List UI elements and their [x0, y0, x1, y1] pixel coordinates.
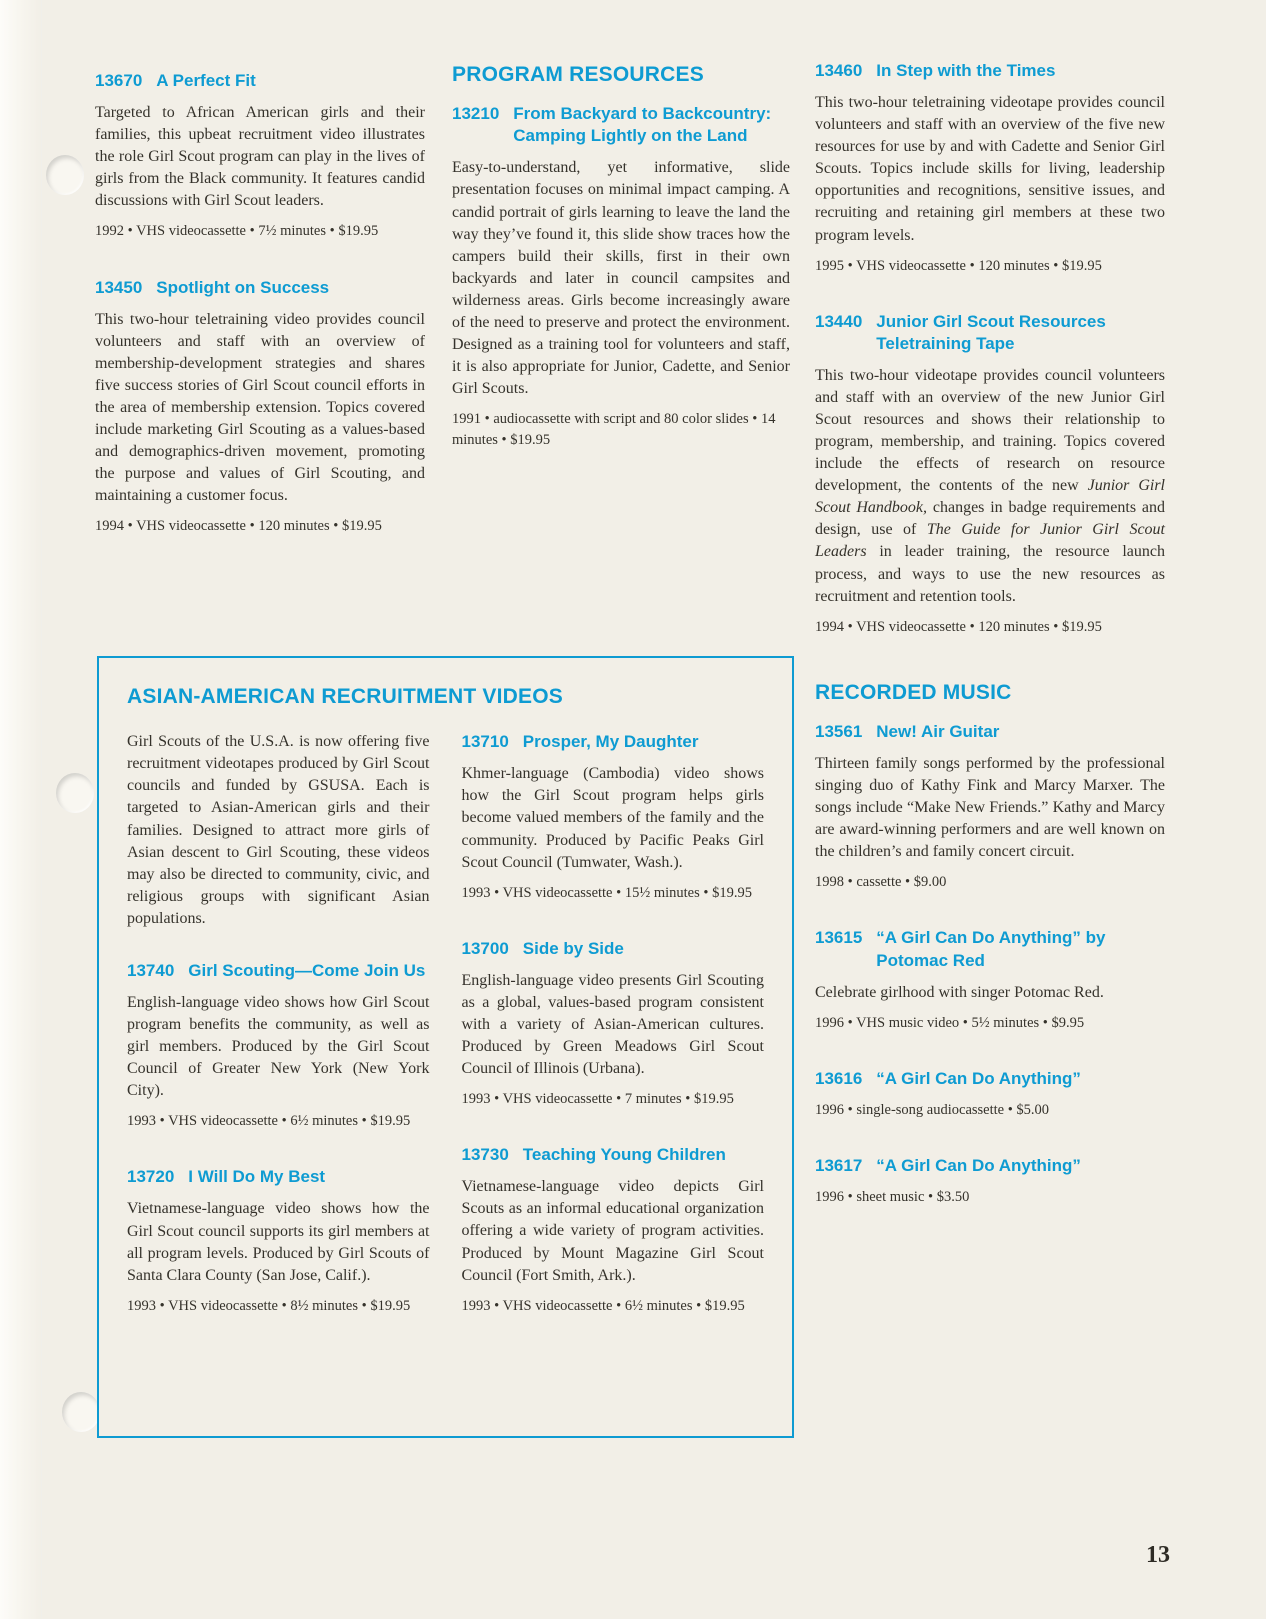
entry-description: Vietnamese-language video depicts Girl Scouts as an informal educational organization offering a wide variety of program activities. Produced by Mount Magazine Girl Scout Council (Fort Smith, Ark.). [461, 1178, 764, 1284]
catalog-entry-13615 [815, 927, 1165, 1033]
catalog-entry-13210 [452, 103, 790, 451]
entry-heading [815, 311, 1165, 355]
entry-title: Girl Scouting—Come Join Us [188, 960, 426, 980]
entry-title: Prosper, My Daughter [522, 732, 699, 752]
catalog-entry-13710 [462, 731, 765, 904]
entry-meta: 1994 • VHS videocassette • 120 minutes • $19.95 [815, 618, 1102, 635]
hole-punch [56, 773, 94, 813]
entry-heading [815, 721, 1165, 743]
entry-code: 13730 [461, 1145, 509, 1165]
entry-code: 13700 [461, 938, 509, 958]
entry-meta: 1992 • VHS videocassette • 7½ minutes • $19.95 [95, 223, 379, 240]
entry-title: Teaching Young Children [522, 1145, 726, 1165]
entry-description: This two-hour teletraining videotape provides council volunteers and staff with an overview of the five new resources for use by and with Cadette and Senior Girl Scouts. Topics include skills for living, leadership opportunities and recognitions, sensitive issues, and recruiting and retaining girl members at these two program levels. [815, 94, 1165, 244]
entry-title: Side by Side [522, 938, 624, 958]
entry-heading [95, 70, 425, 92]
catalog-entry-13670 [95, 70, 425, 243]
page-number: 13 [1146, 1542, 1170, 1568]
entry-title: From Backyard to Backcountry: Camping Lightly on the Land [513, 104, 772, 146]
right-column [815, 60, 1165, 1242]
entry-code: 13615 [815, 928, 863, 948]
entry-heading [815, 1155, 1165, 1177]
section-heading-asian-american-videos: ASIAN-AMERICAN RECRUITMENT VIDEOS [127, 685, 563, 708]
entry-code: 13561 [815, 721, 863, 741]
catalog-entry-13460 [815, 60, 1165, 277]
entry-description: Celebrate girlhood with singer Potomac Red. [815, 983, 1104, 1001]
left-column [95, 70, 425, 571]
entry-code: 13670 [95, 71, 143, 90]
entry-title: Junior Girl Scout Resources Teletraining Tape [876, 311, 1106, 353]
catalog-entry-13700 [462, 938, 765, 1111]
entry-heading [127, 960, 430, 982]
entry-description: Vietnamese-language video shows how the Girl Scout council supports its girl members at all program levels. Produced by Girl Scouts of Santa Clara County (San Jose, Calif.). [127, 1200, 430, 1284]
page-edge-shading [0, 0, 42, 1619]
catalog-entry-13730 [462, 1144, 765, 1317]
box-right-column [462, 731, 765, 1351]
entry-description: Thirteen family songs performed by the professional singing duo of Kathy Fink and Marcy Marxer. The songs include “Make New Friends.” Kathy and Marcy are award-winning performers and are well known on the children’s and family concert circuit. [815, 755, 1165, 861]
entry-heading [95, 277, 425, 299]
box-columns [127, 731, 764, 1351]
entry-meta: 1991 • audiocassette with script and 80 color slides • 14 minutes • $19.95 [452, 411, 776, 449]
catalog-entry-13440 [815, 311, 1165, 638]
entry-heading [815, 1068, 1165, 1090]
entry-heading [462, 938, 765, 960]
entry-code: 13210 [452, 104, 500, 124]
entry-meta: 1994 • VHS videocassette • 120 minutes • $19.95 [95, 518, 382, 535]
catalog-entry-13450 [95, 277, 425, 538]
catalog-entry-13617 [815, 1155, 1165, 1208]
entry-code: 13710 [461, 732, 509, 752]
entry-heading [462, 731, 765, 753]
catalog-entry-13616 [815, 1068, 1165, 1121]
entry-title: I Will Do My Best [188, 1167, 326, 1187]
entry-description: This two-hour videotape provides council volunteers and staff with an overview of the new Junior Girl Scout resources and shows their relationship to program, membership, and training. Topics covered include the effects of research on resource development, the contents of the new Junior Girl Scout Handbook, changes in badge requirements and design, use of The Guide for Junior Girl Scout Leaders in leader training, the resource launch process, and ways to use the new resources as recruitment and retention tools. [815, 366, 1166, 605]
section-heading-recorded-music: RECORDED MUSIC [815, 680, 1012, 704]
entry-heading [462, 1144, 765, 1166]
catalog-entry-13740 [127, 960, 430, 1133]
entry-meta: 1996 • single-song audiocassette • $5.00 [815, 1101, 1050, 1118]
entry-title: Spotlight on Success [156, 277, 330, 297]
entry-title: “A Girl Can Do Anything” [876, 1068, 1081, 1088]
entry-meta: 1993 • VHS videocassette • 15½ minutes • $19.95 [461, 884, 752, 901]
entry-code: 13720 [127, 1167, 175, 1187]
entry-heading [815, 927, 1165, 971]
entry-description: This two-hour teletraining video provides council volunteers and staff with an overview of membership-development strategies and shares five success stories of Girl Scout council efforts in the area of membership extension. Topics covered include marketing Girl Scouting as a values-based and demographics-driven movement, promoting the purpose and values of Girl Scouting, and maintaining a customer focus. [95, 310, 425, 505]
hole-punch [62, 1392, 100, 1432]
entry-meta: 1998 • cassette • $9.00 [815, 874, 947, 891]
entry-code: 13740 [127, 960, 175, 980]
entry-description: English-language video shows how Girl Scout program benefits the community, as well as girl members. Produced by the Girl Scout Council of Greater New York (New York City). [127, 993, 430, 1100]
entry-heading [452, 103, 790, 147]
recruitment-videos-box [97, 656, 794, 1438]
entry-meta: 1996 • VHS music video • 5½ minutes • $9.95 [815, 1014, 1085, 1031]
entry-title: A Perfect Fit [156, 71, 256, 90]
section-heading-program-resources: PROGRAM RESOURCES [452, 63, 704, 86]
entry-title: New! Air Guitar [876, 721, 1000, 741]
entry-title: “A Girl Can Do Anything” [876, 1155, 1081, 1175]
entry-title: In Step with the Times [876, 61, 1056, 80]
entry-code: 13460 [815, 61, 863, 80]
entry-code: 13450 [95, 277, 143, 297]
entry-meta: 1996 • sheet music • $3.50 [815, 1188, 970, 1205]
entry-code: 13440 [815, 311, 863, 331]
entry-meta: 1993 • VHS videocassette • 6½ minutes • $19.95 [127, 1113, 411, 1130]
entry-heading [815, 60, 1165, 82]
middle-column [452, 62, 790, 485]
entry-meta: 1993 • VHS videocassette • 7 minutes • $19.95 [461, 1091, 734, 1108]
entry-code: 13617 [815, 1155, 863, 1175]
entry-heading [127, 1166, 430, 1188]
catalog-entry-13561 [815, 721, 1165, 894]
catalog-entry-13720 [127, 1166, 430, 1316]
entry-meta: 1993 • VHS videocassette • 8½ minutes • $19.95 [127, 1297, 411, 1314]
entry-description: Targeted to African American girls and their families, this upbeat recruitment video illustrates the role Girl Scout program can play in the lives of girls from the Black community. It features candid discussions with Girl Scout leaders. [95, 104, 425, 210]
box-intro-paragraph: Girl Scouts of the U.S.A. is now offering five recruitment videotapes produced by Girl Scout councils and funded by GSUSA. Each is targeted to Asian-American girls and their families. Designed to attract more girls of Asian descent to Girl Scouting, these videos may also be directed to community, civic, and religious groups with significant Asian populations. [127, 733, 430, 927]
recorded-music-section [815, 680, 1165, 705]
box-left-column [127, 731, 430, 1351]
hole-punch [46, 155, 84, 195]
entry-description: Easy-to-understand, yet informative, slide presentation focuses on minimal impact camping. A candid portrait of girls learning to leave the land the way they’ve found it, this slide show traces how the campers build their skills, first in their own backyards and later in council campsites and wilderness areas. Girls become increasingly aware of the need to preserve and protect the environment. Designed as a training tool for volunteers and staff, it is also appropriate for Junior, Cadette, and Senior Girl Scouts. [452, 159, 790, 398]
entry-meta: 1995 • VHS videocassette • 120 minutes • $19.95 [815, 257, 1102, 274]
entry-title: “A Girl Can Do Anything” by Potomac Red [876, 928, 1106, 970]
entry-description: English-language video presents Girl Scouting as a global, values-based program consistent with a variety of Asian-American cultures. Produced by Green Meadows Girl Scout Council of Illinois (Urbana). [461, 971, 764, 1078]
entry-meta: 1993 • VHS videocassette • 6½ minutes • $19.95 [461, 1297, 745, 1314]
entry-code: 13616 [815, 1068, 863, 1088]
entry-description: Khmer-language (Cambodia) video shows how the Girl Scout program helps girls become valued members of the family and the community. Produced by Pacific Peaks Girl Scout Council (Tumwater, Wash.). [461, 765, 764, 871]
